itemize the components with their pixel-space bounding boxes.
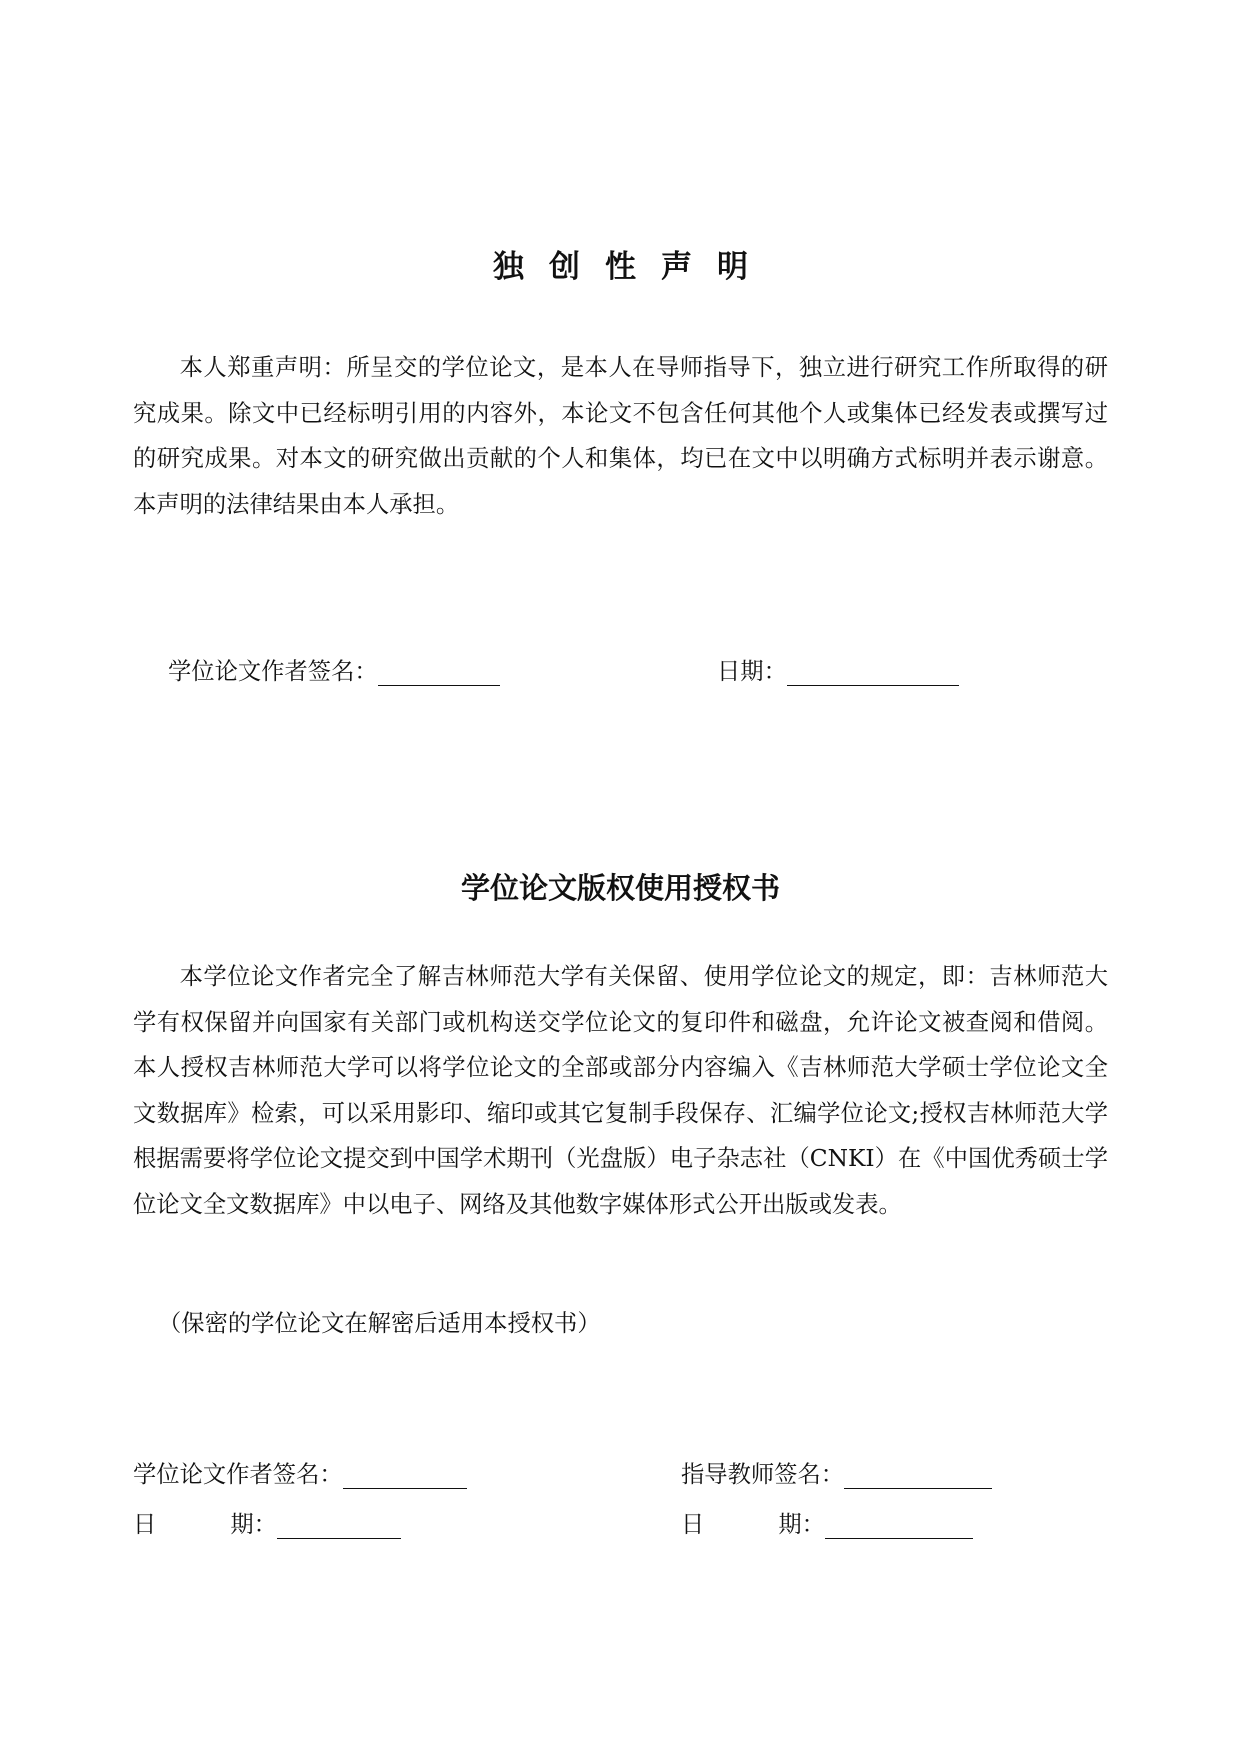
authorization-author-date bbox=[133, 1505, 401, 1539]
date-label: 日期： bbox=[717, 658, 787, 685]
authorization-title: 学位论文版权使用授权书 bbox=[460, 871, 780, 905]
authorization-author-signature bbox=[133, 1455, 467, 1489]
advisor-signature-label: 指导教师签名： bbox=[681, 1461, 845, 1488]
confidential-note: （保密的学位论文在解密后适用本授权书） bbox=[158, 1310, 601, 1337]
date-label-right: 日 期： bbox=[681, 1511, 825, 1538]
author-date-field[interactable] bbox=[277, 1514, 401, 1539]
advisor-date-field[interactable] bbox=[825, 1514, 973, 1539]
author-signature-field[interactable] bbox=[343, 1464, 467, 1489]
declaration-title: 独创性声明 bbox=[493, 249, 773, 285]
author-signature-label: 学位论文作者签名： bbox=[168, 658, 378, 685]
authorization-advisor-date bbox=[681, 1505, 973, 1539]
author-signature-label: 学位论文作者签名： bbox=[133, 1461, 343, 1488]
author-signature-field[interactable] bbox=[378, 661, 500, 686]
authorization-body: 本学位论文作者完全了解吉林师范大学有关保留、使用学位论文的规定，即：吉林师范大学有权保留并向国家有关部门或机构送交学位论文的复印件和磁盘，允许论文被查阅和借阅。本人授权吉林师范大学可以将学位论文的全部或部分内容编入《吉林师范大学硕士学位论文全文数据库》检索，可以采用影印、缩印或其它复制手段保存、汇编学位论文;授权吉林师范大学根据需要将学位论文提交到中国学术期刊（光盘版）电子杂志社（CNKI）在《中国优秀硕士学位论文全文数据库》中以电子、网络及其他数字媒体形式公开出版或发表。 bbox=[133, 963, 1108, 1218]
declaration-body: 本人郑重声明：所呈交的学位论文，是本人在导师指导下，独立进行研究工作所取得的研究成果。除文中已经标明引用的内容外，本论文不包含任何其他个人或集体已经发表或撰写过的研究成果。对本文的研究做出贡献的个人和集体，均已在文中以明确方式标明并表示谢意。本声明的法律结果由本人承担。 bbox=[133, 354, 1108, 518]
date-field[interactable] bbox=[787, 661, 959, 686]
declaration-date bbox=[717, 652, 959, 686]
date-label-left: 日 期： bbox=[133, 1511, 277, 1538]
declaration-author-signature bbox=[168, 652, 500, 686]
advisor-signature-field[interactable] bbox=[844, 1464, 992, 1489]
authorization-advisor-signature bbox=[681, 1455, 992, 1489]
